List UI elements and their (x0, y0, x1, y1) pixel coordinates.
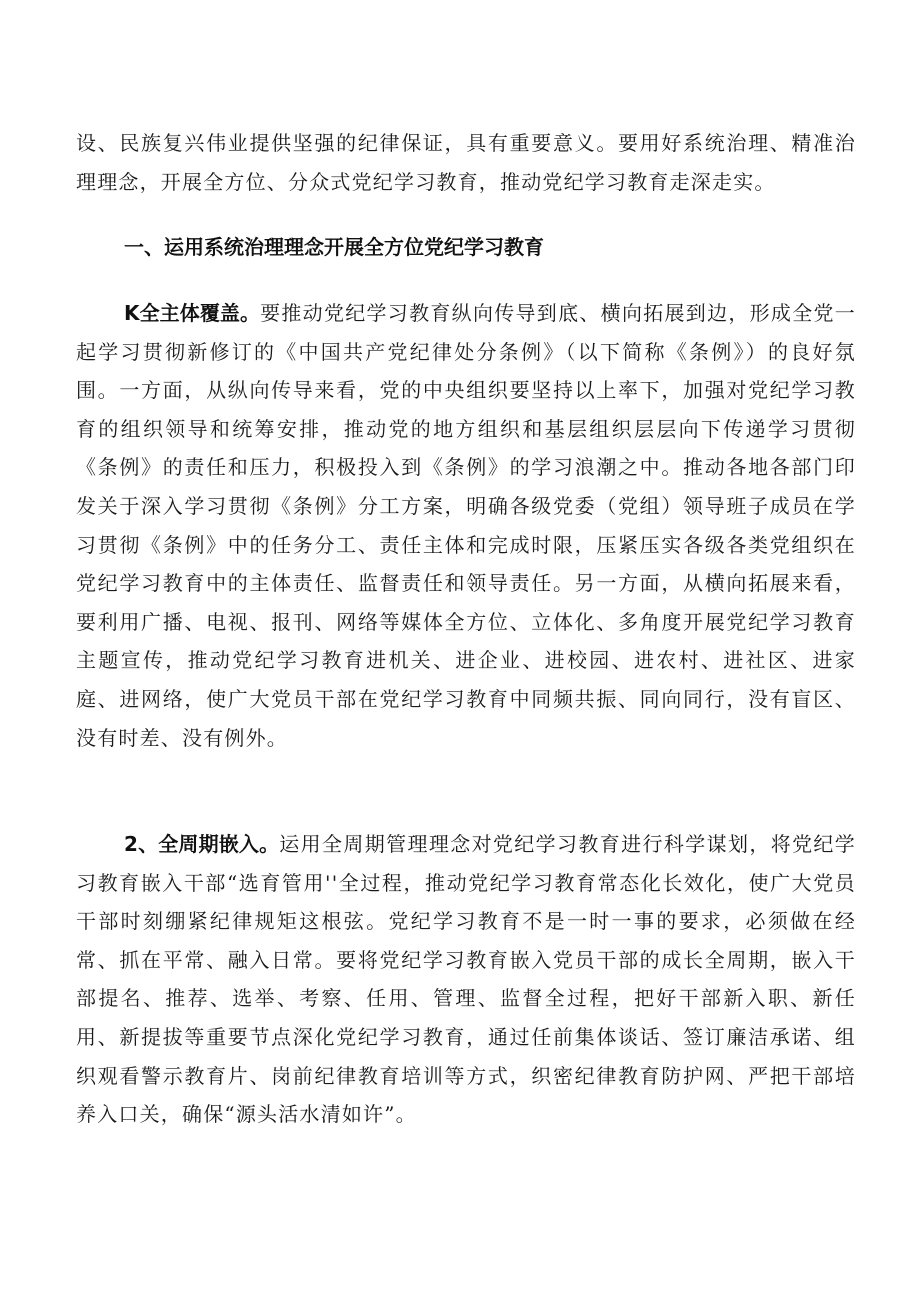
item-1-body: 要推动党纪学习教育纵向传导到底、横向拓展到边，形成全党一起学习贯彻新修订的《中国共产党纪律处分条例》（以下简称《条例》）的良好氛围。一方面，从纵向传导来看，党的中央组织要坚持以上率下，加强对党纪学习教育的组织领导和统筹安排，推动党的地方组织和基层组织层层向下传递学习贯彻《条例》的责任和压力，积极投入到《条例》的学习浪潮之中。推动各地各部门印发关于深入学习贯彻《条例》分工方案，明确各级党委（党组）领导班子成员在学习贯彻《条例》中的任务分工、责任主体和完成时限，压紧压实各级各类党组织在党纪学习教育中的主体责任、监督责任和领导责任。另一方面，从横向拓展来看，要利用广播、电视、报刊、网络等媒体全方位、立体化、多角度开展党纪学习教育主题宣传，推动党纪学习教育进机关、进企业、进校园、进农村、进社区、进家庭、进网络，使广大党员干部在党纪学习教育中同频共振、同向同行，没有盲区、没有时差、没有例外。 (76, 301, 856, 750)
item-1-lead: K全主体覆盖。 (124, 301, 261, 325)
item-2-lead: 2、全周期嵌入。 (124, 832, 280, 856)
item-2-paragraph (76, 825, 856, 1134)
item-1-paragraph (76, 294, 856, 757)
intro-paragraph: 设、民族复兴伟业提供坚强的纪律保证，具有重要意义。要用好系统治理、精准治理理念，开展全方位、分众式党纪学习教育，推动党纪学习教育走深走实。 (76, 131, 856, 194)
item-2-body: 运用全周期管理理念对党纪学习教育进行科学谋划，将党纪学习教育嵌入干部“选育管用''全过程，推动党纪学习教育常态化长效化，使广大党员干部时刻绷紧纪律规矩这根弦。党纪学习教育不是一时一事的要求，必须做在经常、抓在平常、融入日常。要将党纪学习教育嵌入党员干部的成长全周期，嵌入干部提名、推荐、选举、考察、任用、管理、监督全过程，把好干部新入职、新任用、新提拔等重要节点深化党纪学习教育，通过任前集体谈话、签订廉洁承诺、组织观看警示教育片、岗前纪律教育培训等方式，织密纪律教育防护网、严把干部培养入口关，确保“源头活水清如许”。 (76, 832, 857, 1127)
section-heading: 一、运用系统治理理念开展全方位党纪学习教育 (124, 235, 544, 259)
